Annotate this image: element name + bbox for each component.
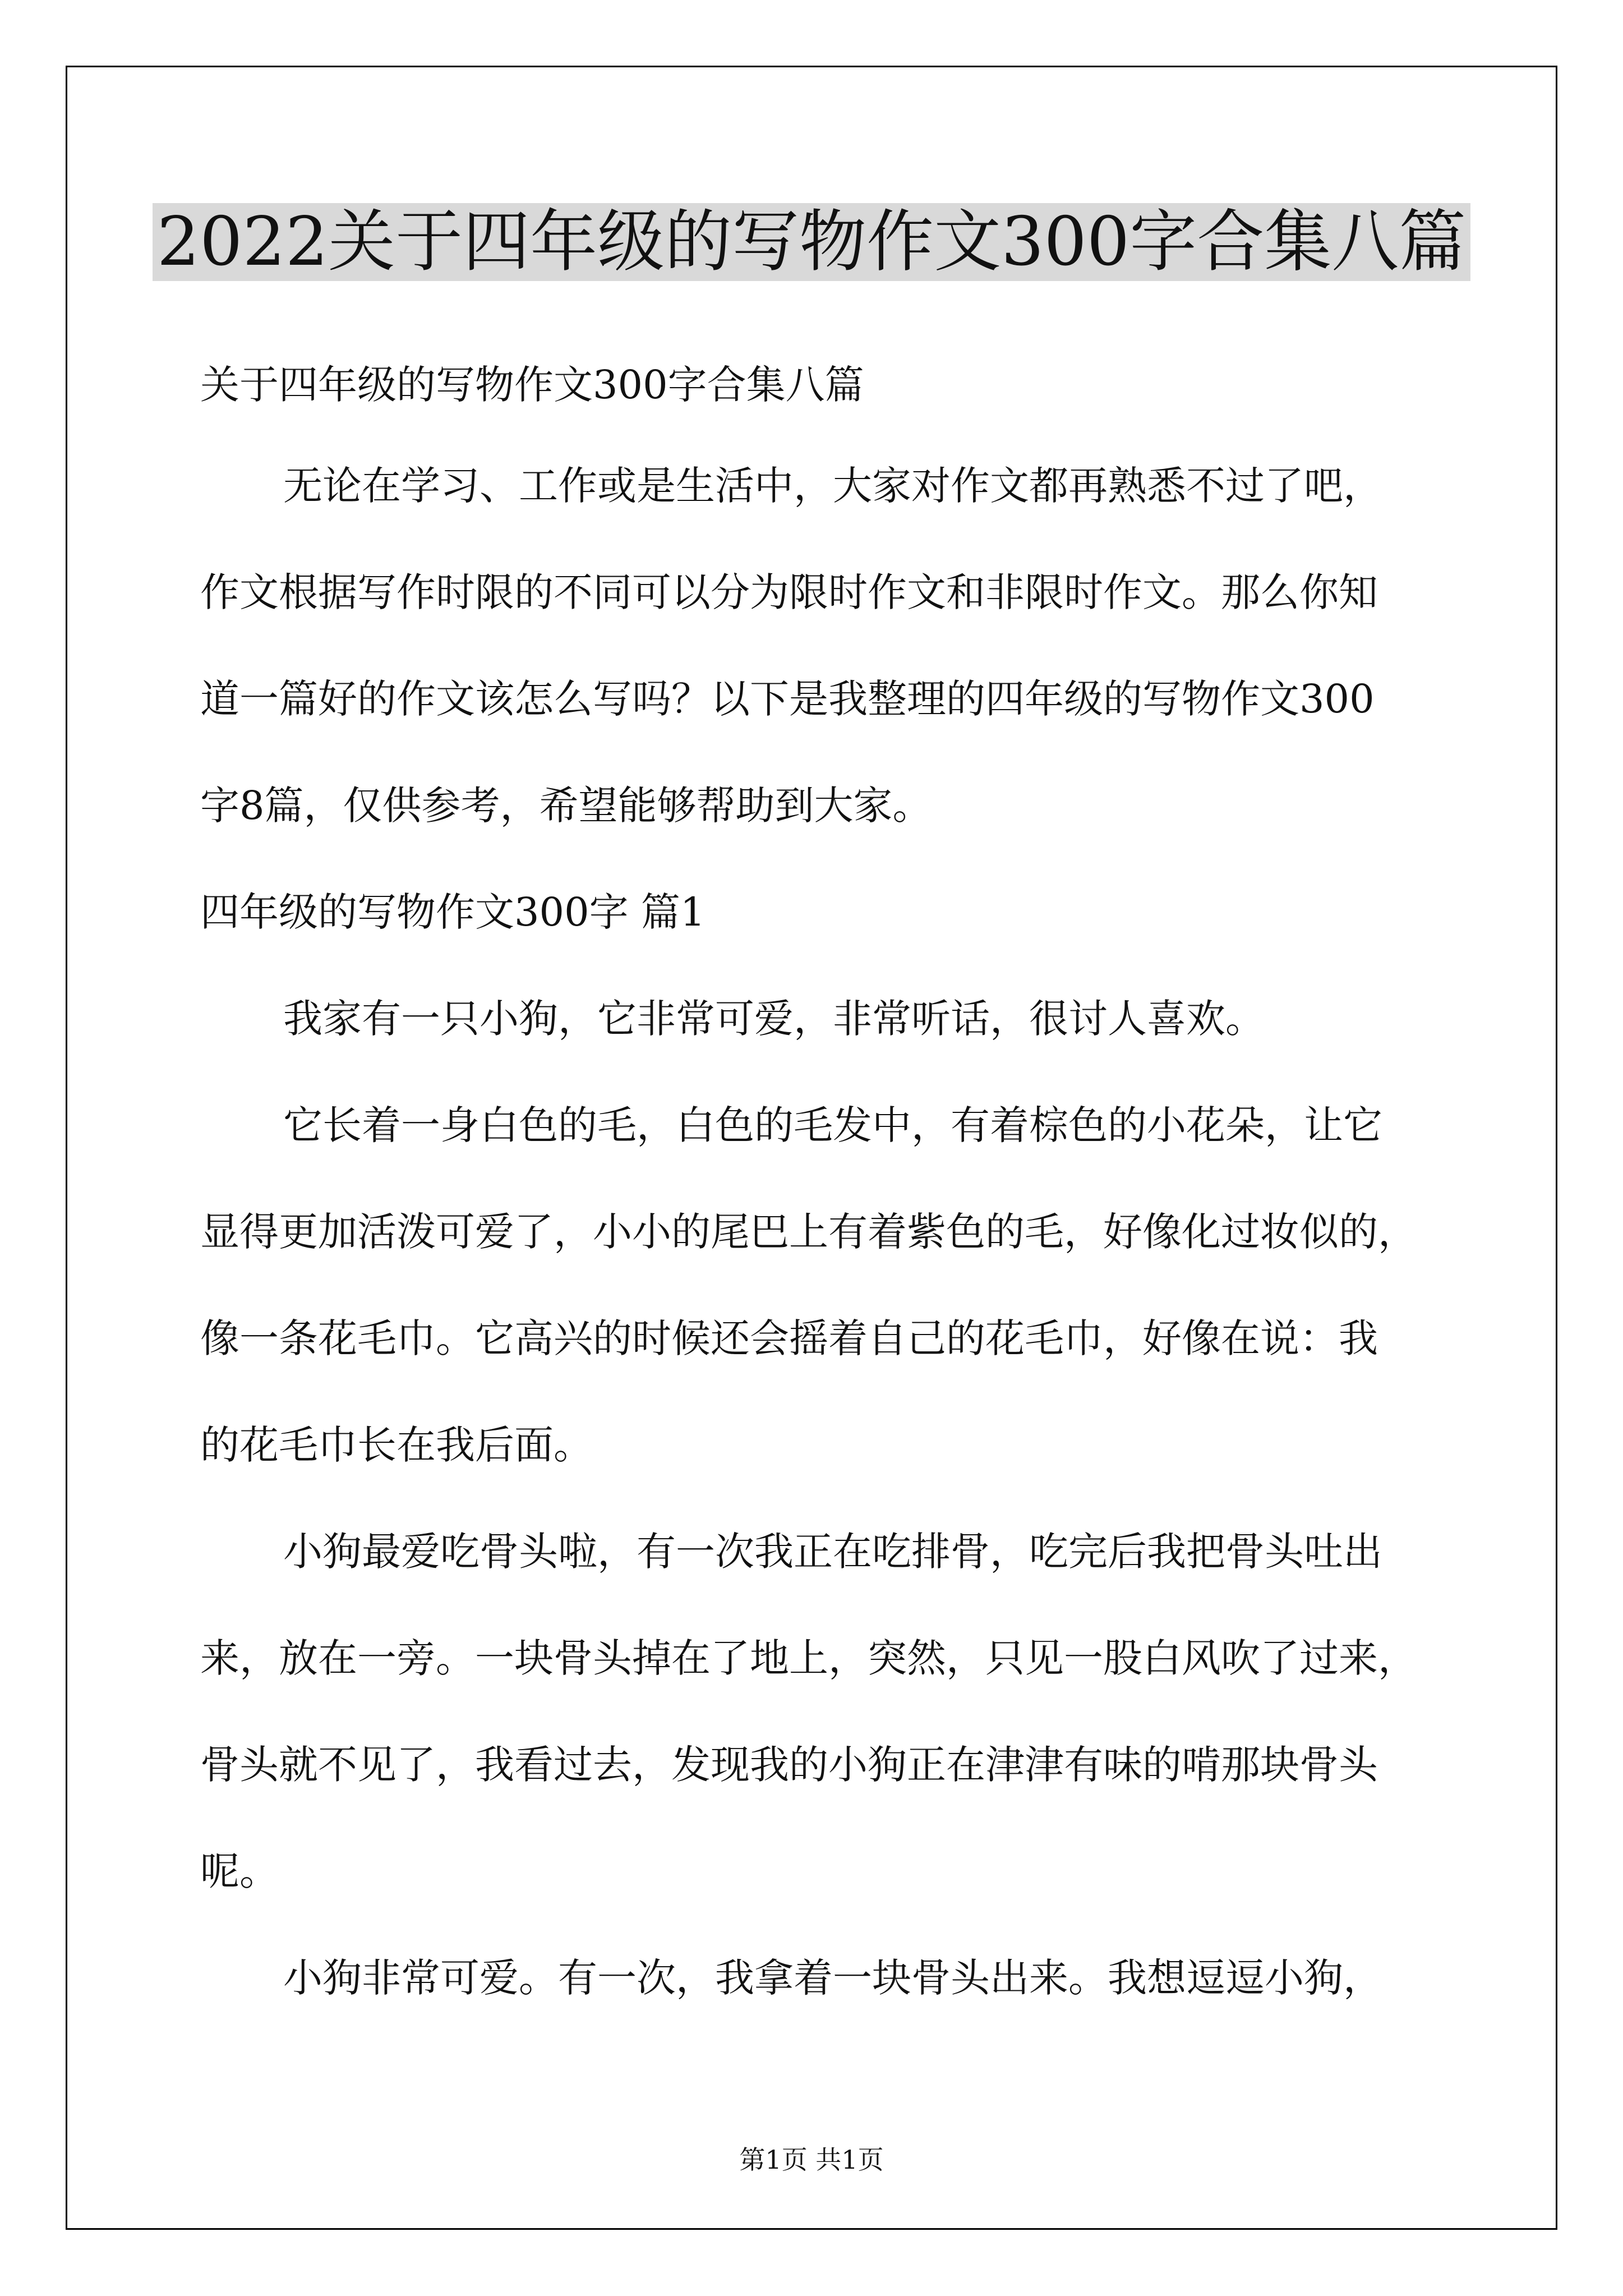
paragraph-line: 无论在学习、工作或是生活中，大家对作文都再熟悉不过了吧， <box>283 463 1382 509</box>
paragraph-line: 它长着一身白色的毛，白色的毛发中，有着棕色的小花朵，让它 <box>283 1102 1382 1148</box>
paragraph-line: 像一条花毛巾。它高兴的时候还会摇着自己的花毛巾，好像在说：我 <box>200 1315 1378 1361</box>
document-title: 2022关于四年级的写物作文300字合集八篇 <box>0 197 1623 287</box>
paragraph-line: 来，放在一旁。一块骨头掉在了地上，突然，只见一股白风吹了过来， <box>200 1635 1417 1681</box>
section-heading: 四年级的写物作文300字 篇1 <box>200 889 706 935</box>
paragraph-line: 小狗非常可爱。有一次，我拿着一块骨头出来。我想逗逗小狗， <box>283 1955 1382 2001</box>
paragraph-line: 显得更加活泼可爱了，小小的尾巴上有着紫色的毛，好像化过妆似的， <box>200 1209 1417 1255</box>
paragraph-line: 的花毛巾长在我后面。 <box>200 1422 593 1468</box>
page-footer: 第1页 共1页 <box>739 2145 884 2175</box>
paragraph-line: 小狗最爱吃骨头啦，有一次我正在吃排骨，吃完后我把骨头吐出 <box>283 1529 1382 1575</box>
paragraph-line: 我家有一只小狗，它非常可爱，非常听话，很讨人喜欢。 <box>283 996 1265 1042</box>
paragraph-line: 骨头就不见了，我看过去，发现我的小狗正在津津有味的啃那块骨头 <box>200 1742 1378 1788</box>
subtitle-line: 关于四年级的写物作文300字合集八篇 <box>200 362 864 408</box>
paragraph-line: 道一篇好的作文该怎么写吗？以下是我整理的四年级的写物作文300 <box>200 676 1375 722</box>
paragraph-line: 呢。 <box>200 1848 279 1894</box>
paragraph-line: 字8篇，仅供参考，希望能够帮助到大家。 <box>200 783 932 829</box>
paragraph-line: 作文根据写作时限的不同可以分为限时作文和非限时作文。那么你知 <box>200 569 1378 615</box>
